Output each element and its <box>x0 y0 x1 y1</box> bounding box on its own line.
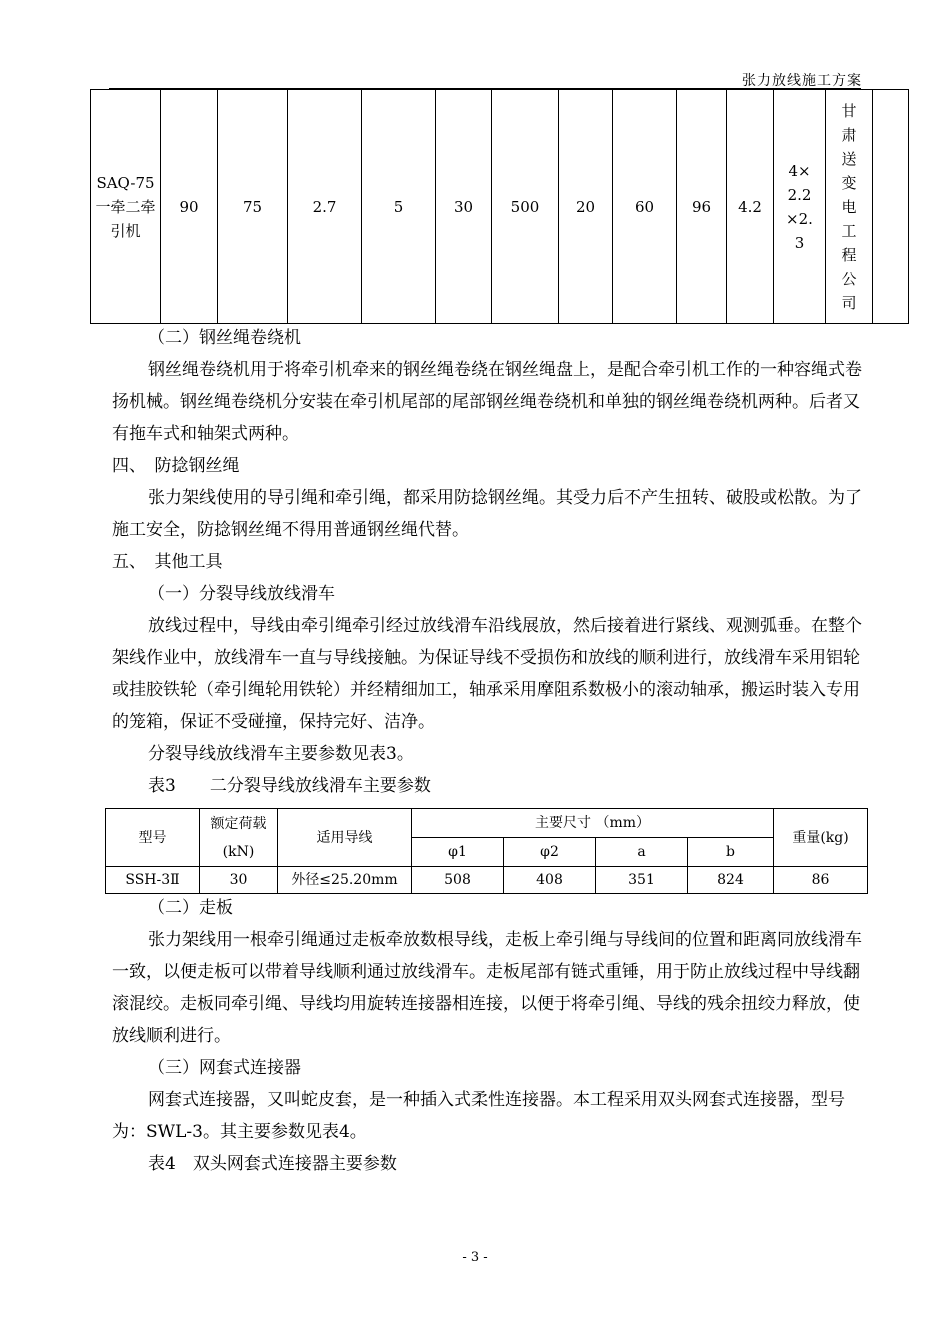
header-d2: φ2 <box>504 838 596 867</box>
cell-load: 30 <box>200 867 278 894</box>
header-dimensions: 主要尺寸 （mm） <box>412 809 774 838</box>
header-a: a <box>596 838 688 867</box>
cell-model: SSH-3Ⅱ <box>106 867 200 894</box>
table-cell: 5 <box>362 90 436 324</box>
table-cell: 2.7 <box>288 90 362 324</box>
table-caption: 表3 二分裂导线放线滑车主要参数 <box>148 776 431 796</box>
table-cell: 20 <box>559 90 613 324</box>
cell-a: 351 <box>596 867 688 894</box>
header-model: 型号 <box>106 809 200 867</box>
table-row <box>91 90 909 324</box>
paragraph: 网套式连接器，又叫蛇皮套，是一种插入式柔性连接器。本工程采用双头网套式连接器，型号为：SWL-3。其主要参数见表4。 <box>112 1090 845 1142</box>
traction-machine-table <box>90 89 909 324</box>
table-header-row <box>106 809 868 838</box>
header-b: b <box>688 838 774 867</box>
cell-d1: 508 <box>412 867 504 894</box>
paragraph: 分裂导线放线滑车主要参数见表3。 <box>148 744 414 764</box>
section-heading: （二）钢丝绳卷绕机 <box>148 328 301 348</box>
table-cell: 4×2.2×2.3 <box>774 90 826 324</box>
section-heading: 四、 防捻钢丝绳 <box>112 456 240 476</box>
cell-weight: 86 <box>774 867 868 894</box>
section-heading: （一）分裂导线放线滑车 <box>148 584 335 604</box>
table-cell: 500 <box>492 90 559 324</box>
table-cell: 96 <box>677 90 727 324</box>
page-number: - 3 - <box>462 1250 488 1265</box>
running-header: 张力放线施工方案 <box>742 73 862 89</box>
section-heading: （二）走板 <box>148 898 233 918</box>
section-heading: （三）网套式连接器 <box>148 1058 301 1078</box>
cell-d2: 408 <box>504 867 596 894</box>
header-load: 额定荷载(kN) <box>200 809 278 867</box>
paragraph: 放线过程中，导线由牵引绳牵引经过放线滑车沿线展放，然后接着进行紧线、观测弧垂。在整个架线作业中，放线滑车一直与导线接触。为保证导线不受损伤和放线的顺利进行，放线滑车采用铝轮或挂胶铁轮（牵引绳轮用铁轮）并经精细加工，轴承采用摩阻系数极小的滚动轴承，搬运时装入专用的笼箱，保证不受碰撞，保持完好、洁净。 <box>112 616 862 732</box>
table-caption: 表4 双头网套式连接器主要参数 <box>148 1154 397 1174</box>
paragraph: 张力架线用一根牵引绳通过走板牵放数根导线，走板上牵引绳与导线间的位置和距离同放线滑车一致，以便走板可以带着导线顺利通过放线滑车。走板尾部有链式重锤，用于防止放线过程中导线翻滚混绞。走板同牵引绳、导线均用旋转连接器相连接，以便于将牵引绳、导线的残余扭绞力释放，使放线顺利进行。 <box>112 930 862 1046</box>
table-cell: SAQ-75一牵二牵引机 <box>91 90 161 324</box>
table-cell: 90 <box>161 90 218 324</box>
table-cell: 60 <box>613 90 677 324</box>
paragraph: 张力架线使用的导引绳和牵引绳，都采用防捻钢丝绳。其受力后不产生扭转、破股或松散。为了施工安全，防捻钢丝绳不得用普通钢丝绳代替。 <box>112 488 862 540</box>
table-cell <box>873 90 909 324</box>
table-cell: 75 <box>218 90 288 324</box>
table-cell: 甘肃送变电工程公司 <box>826 90 873 324</box>
header-conductor: 适用导线 <box>278 809 412 867</box>
pulley-parameter-table <box>105 808 868 894</box>
section-heading: 五、 其他工具 <box>112 552 223 572</box>
cell-conductor: 外径≤25.20mm <box>278 867 412 894</box>
header-d1: φ1 <box>412 838 504 867</box>
cell-b: 824 <box>688 867 774 894</box>
table-row <box>106 867 868 894</box>
paragraph: 钢丝绳卷绕机用于将牵引机牵来的钢丝绳卷绕在钢丝绳盘上，是配合牵引机工作的一种容绳式卷扬机械。钢丝绳卷绕机分安装在牵引机尾部的尾部钢丝绳卷绕机和单独的钢丝绳卷绕机两种。后者又有拖车式和轴架式两种。 <box>112 360 862 444</box>
table-cell: 30 <box>436 90 492 324</box>
header-weight: 重量(kg) <box>774 809 868 867</box>
table-cell: 4.2 <box>727 90 774 324</box>
